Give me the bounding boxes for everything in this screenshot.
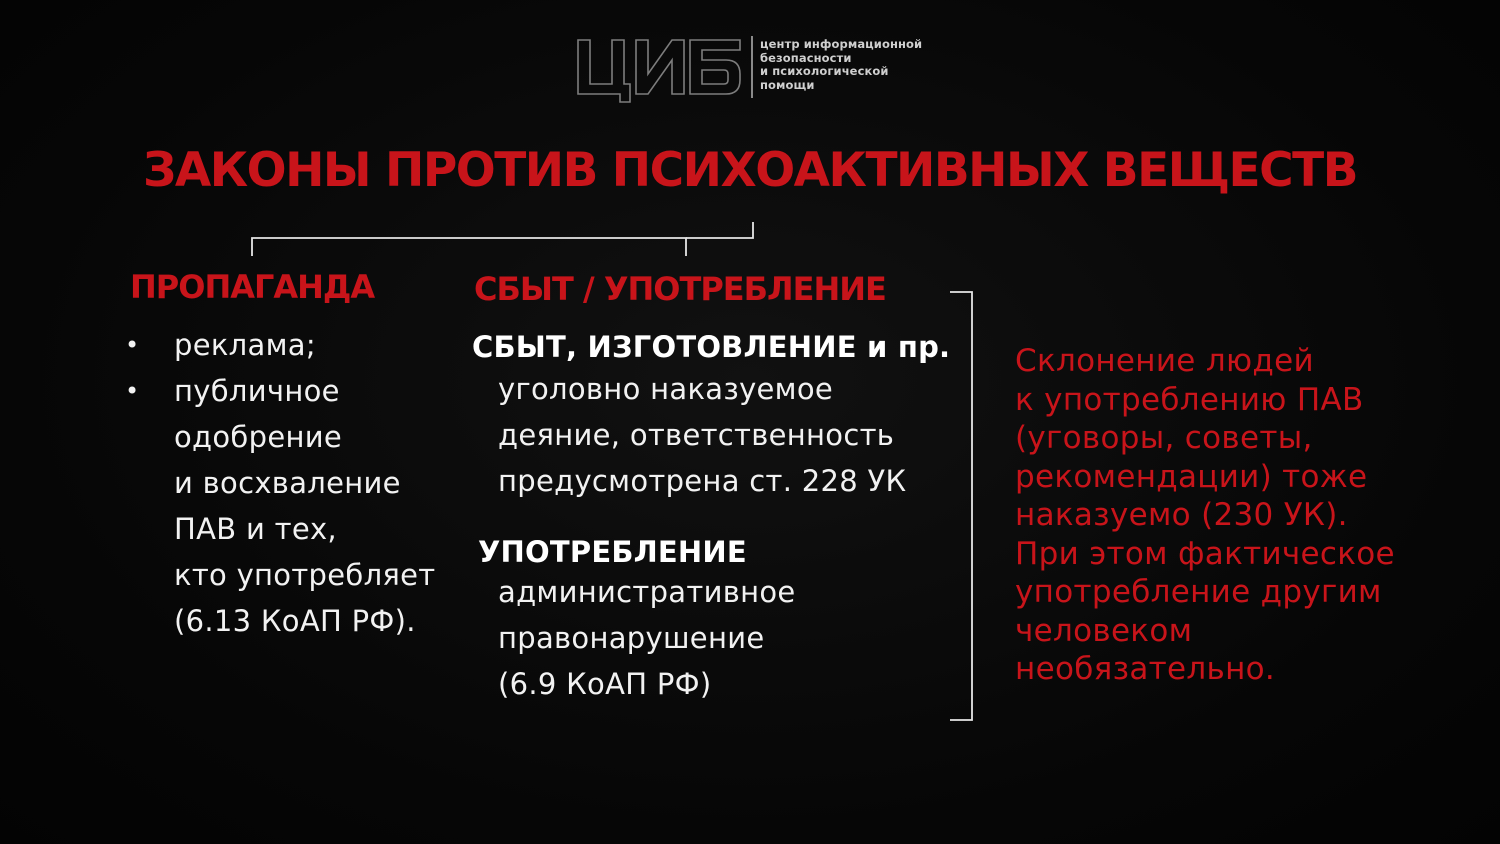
propaganda-list	[125, 322, 435, 644]
logo-caption-line: безопасности	[760, 50, 852, 65]
text-line: правонарушение	[498, 621, 765, 655]
text-line: Склонение людей	[1015, 343, 1314, 379]
sale-subheading: СБЫТ, ИЗГОТОВЛЕНИЕ и пр.	[472, 330, 951, 364]
list-item-continuation: ПАВ и тех,	[174, 512, 337, 546]
inducement-text	[1015, 342, 1395, 689]
list-item-text: реклама;	[174, 328, 316, 362]
text-line: административное	[498, 575, 796, 609]
list-item-continuation: и восхваление	[174, 466, 401, 500]
text-line: человеком	[1015, 612, 1193, 649]
text-line: (уговоры, советы,	[1015, 420, 1313, 456]
bracket-right	[950, 292, 972, 720]
logo-caption-line: центр информационной	[760, 37, 923, 51]
propaganda-heading: ПРОПАГАНДА	[130, 268, 375, 306]
page-title: ЗАКОНЫ ПРОТИВ ПСИХОАКТИВНЫХ ВЕЩЕСТВ	[142, 143, 1358, 198]
list-item-continuation: (6.13 КоАП РФ).	[174, 604, 416, 638]
list-item-continuation: кто употребляет	[174, 558, 436, 592]
bullet-icon: •	[125, 377, 140, 405]
list-item	[125, 322, 435, 368]
use-subheading: УПОТРЕБЛЕНИЕ	[478, 535, 747, 569]
logo-caption-line: помощи	[760, 77, 815, 92]
bullet-icon: •	[125, 331, 140, 359]
text-line: к употреблению ПАВ	[1015, 381, 1364, 418]
text-line: деяние, ответственность	[498, 418, 895, 452]
text-line: необязательно.	[1015, 651, 1276, 687]
text-line: (6.9 КоАП РФ)	[498, 667, 712, 701]
list-item	[125, 368, 435, 414]
bracket-top	[252, 238, 686, 256]
use-description	[498, 569, 796, 707]
list-item-continuation: одобрение	[174, 420, 343, 454]
sale-description	[498, 366, 906, 504]
logo-caption-line: и психологической	[760, 64, 889, 78]
text-line: наказуемо (230 УК).	[1015, 497, 1348, 533]
text-line: рекомендации) тоже	[1015, 458, 1368, 495]
text-line: уголовно наказуемое	[498, 372, 834, 406]
text-line: При этом фактическое	[1015, 535, 1395, 572]
text-line: употребление другим	[1015, 574, 1382, 610]
list-item-text: публичное	[174, 374, 340, 408]
text-line: предусмотрена ст. 228 УК	[498, 464, 907, 498]
sale-use-heading: СБЫТ / УПОТРЕБЛЕНИЕ	[474, 270, 886, 308]
bracket-top-right	[686, 222, 753, 238]
